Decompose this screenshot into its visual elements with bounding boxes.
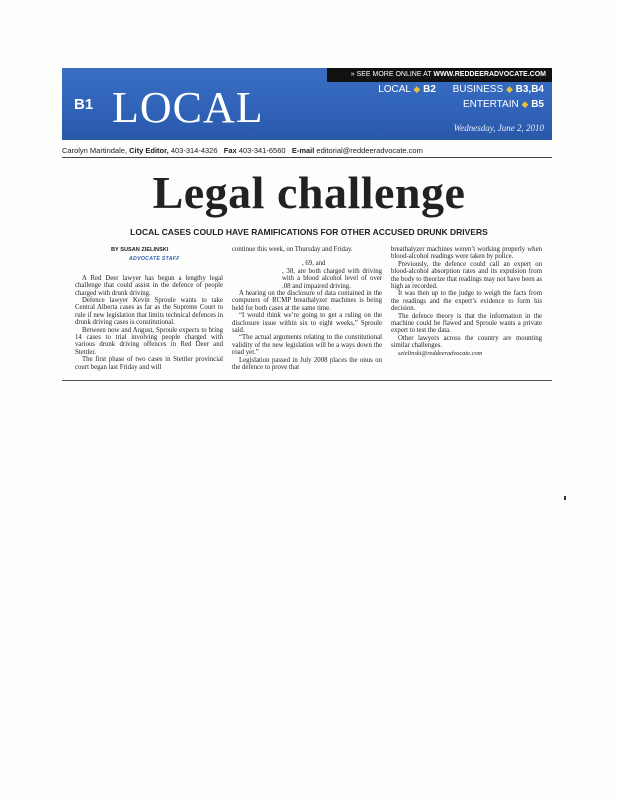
fax-number: 403-341-6560 (238, 146, 286, 155)
editor-role: City Editor, (129, 146, 169, 155)
contact-divider (62, 157, 552, 158)
nav-entertain-page: B5 (531, 99, 544, 110)
article-bottom-rule (62, 380, 552, 381)
bullet-icon: ◆ (413, 84, 421, 94)
paragraph: The first phase of two cases in Stettler provincial court began last Friday and will (75, 356, 223, 371)
paragraph: “The actual arguments relating to the constitutional validity of the new legislation will be a ways down the road yet.” (232, 334, 382, 357)
fax-label: Fax (223, 146, 237, 155)
reporter-email[interactable]: szielinski@reddeeradvocate.com (398, 349, 483, 357)
editor-phone: 403-314-4326 (170, 146, 218, 155)
promo-url[interactable]: WWW.REDDEERADVOCATE.COM (433, 71, 546, 78)
byline: BY SUSAN ZIELINSKI (111, 247, 169, 253)
editor-contact-line (62, 146, 552, 155)
paragraph: continue this week, on Thursday and Friday. (232, 246, 353, 253)
article-subhead: LOCAL CASES COULD HAVE RAMIFICATIONS FOR OTHER ACCUSED DRUNK DRIVERS (130, 227, 488, 237)
section-index-line1 (378, 84, 544, 95)
promo-prefix: » SEE MORE ONLINE AT (350, 71, 432, 78)
paragraph: The defence theory is that the information in the machine could be flawed and Sproule wants a private expert to test the data. (391, 312, 542, 335)
issue-date: Wednesday, June 2, 2010 (453, 123, 544, 133)
paragraph: Legislation passed in July 2008 places the onus on the defence to prove that (232, 356, 382, 372)
byline-staff: ADVOCATE STAFF (129, 256, 180, 263)
section-page-id: B1 (74, 96, 94, 113)
editor-name: Carolyn Martindale, (62, 146, 128, 155)
section-name: LOCAL (112, 83, 264, 132)
nav-local-page: B2 (423, 84, 436, 95)
paragraph: It was then up to the judge to weigh the facts from the readings and the expert’s evidence to form his decision. (391, 290, 542, 313)
section-banner (62, 68, 552, 140)
nav-local-label: LOCAL (378, 84, 411, 95)
email-label: E-mail (291, 146, 315, 155)
paragraph: Other lawyers across the country are mounting similar challenges. (391, 334, 542, 350)
paragraph: , 38, are both charged with driving with a blood alcohol level of over .08 and impaired driving. (282, 267, 382, 290)
paragraph: breathalyzer machines weren’t working properly when blood-alcohol readings were taken by police. (391, 246, 542, 261)
online-promo[interactable] (327, 68, 552, 82)
paragraph: Previously, the defence could call an expert on blood-alcohol absorption rates and its expulsion from the body to theorize that readings may not have been as high as recorded. (391, 260, 542, 291)
article-column-3 (391, 246, 542, 357)
scan-speck (564, 496, 566, 500)
editor-email: editorial@reddeeradvocate.com (316, 146, 423, 155)
paragraph: A Red Deer lawyer has begun a lengthy legal challenge that could assist in the defence of people charged with drunk driving. (75, 274, 223, 297)
paragraph: , 69, and (302, 260, 326, 268)
paragraph: A hearing on the disclosure of data contained in the computers of RCMP breathalyzer machines is being held for both cases at the same time. (232, 290, 382, 312)
bullet-icon: ◆ (521, 99, 529, 109)
paragraph: Between now and August, Sproule expects to bring 14 cases to trial involving people charged with various drunk driving offences in Red Deer and Stettler. (75, 326, 223, 356)
bullet-icon: ◆ (505, 84, 513, 94)
article-headline: Legal challenge (152, 167, 466, 218)
nav-business-page: B3,B4 (515, 84, 544, 95)
section-index-line2 (463, 99, 544, 110)
nav-entertain-label: ENTERTAIN (462, 99, 519, 110)
paragraph: Defence lawyer Kevin Sproule wants to take Central Alberta cases as far as the Supreme Court to rule if new legislation that limits technical defences in drunk driving cases is constitutional. (75, 297, 223, 327)
article-column-2 (232, 246, 382, 372)
paragraph: “I would think we’re going to get a ruling on the disclosure issue within six to eight weeks,” Sproule said. (232, 312, 382, 335)
article-column-1 (75, 246, 223, 371)
nav-business-label: BUSINESS (452, 84, 504, 95)
